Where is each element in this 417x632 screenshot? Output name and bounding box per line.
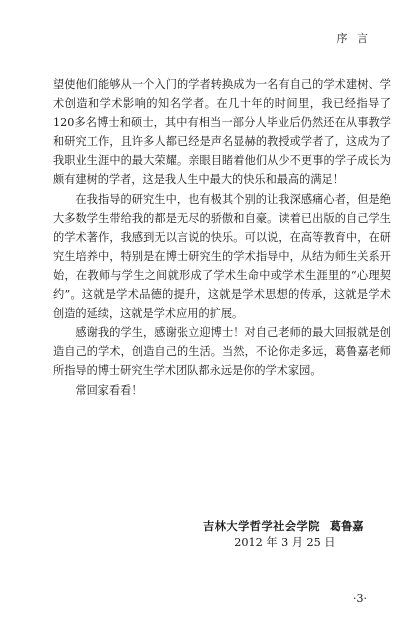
author-signature (203, 518, 363, 551)
paragraph: 在我指导的研究生中，也有极其个别的让我深感痛心者，但是绝大多数学生带给我的都是无尽的骄傲和自豪。读着已出版的自己学生的学术著作，我感到无以言说的快乐。可以说，在高等教育中，在研究生培养中，特别是在博士研究生的学术指导中，从结为师生关系开始，在教师与学生之间就形成了学术生命中或学术生涯里的“心理契约”。这就是学术品德的提升，这就是学术思想的传承，这就是学术创造的延续，这就是学术应用的扩展。 (53, 192, 391, 321)
paragraph: 常回家看看！ (75, 383, 143, 397)
signature-date: 2012 年 3 月 25 日 (234, 536, 336, 549)
paragraph: 感谢我的学生，感谢张立迎博士！对自己老师的最大回报就是创造自己的学术，创造自己的生活。当然，不论你走多远，葛鲁嘉老师所指导的博士研究生学术团队都永远是你的学术家园。 (53, 326, 391, 378)
paragraph-continued: 望使他们能够从一个入门的学者转换成为一名有自己的学术建树、学术创造和学术影响的知名学者。在几十年的时间里，我已经指导了120多名博士和硕士，其中有相当一部分人毕业后仍然还在从事教学和研究工作，且许多人都已经是声名显赫的教授或学者了，这成为了我职业生涯中的最大荣耀。亲眼目睹着他们从少不更事的学子成长为颇有建树的学者，这是我人生中最大的快乐和最高的满足！ (53, 78, 391, 187)
page-number: ·3· (353, 592, 367, 605)
running-head: 序 言 (336, 32, 371, 45)
signature-name: 葛鲁嘉 (329, 519, 364, 533)
preface-body (53, 75, 391, 400)
signature-organization: 吉林大学哲学社会学院 (203, 519, 320, 533)
